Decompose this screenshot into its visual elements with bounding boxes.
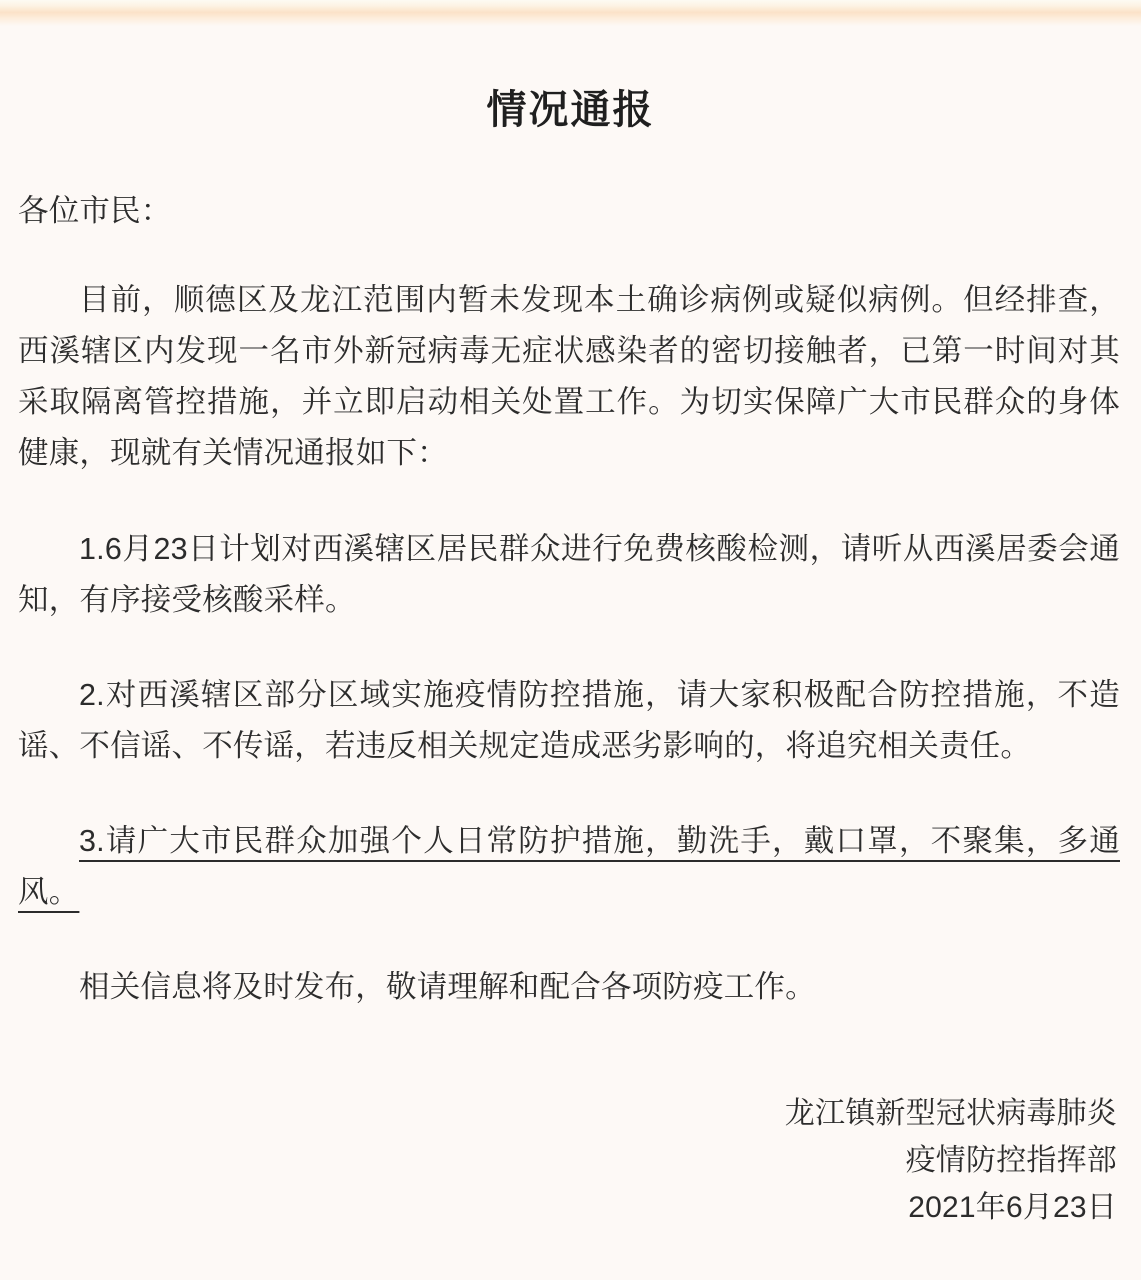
top-decorative-band (0, 0, 1141, 26)
paragraph-item-2: 2.对西溪辖区部分区域实施疫情防控措施，请大家积极配合防控措施，不造谣、不信谣、不传谣，若违反相关规定造成恶劣影响的，将追究相关责任。 (18, 678, 1120, 763)
salutation-line: 各位市民： (18, 194, 172, 228)
signature-organization-line-2: 疫情防控指挥部 (905, 1144, 1117, 1177)
signature-block (697, 1090, 1117, 1231)
notice-body (18, 186, 1120, 1013)
signature-organization-line-1: 龙江镇新型冠状病毒肺炎 (784, 1097, 1117, 1130)
paragraph-item-1: 1.6月23日计划对西溪辖区居民群众进行免费核酸检测，请听从西溪居委会通知，有序接受核酸采样。 (18, 532, 1120, 617)
paragraph-closing: 相关信息将及时发布，敬请理解和配合各项防疫工作。 (79, 970, 816, 1004)
signature-date: 2021年6月23日 (908, 1191, 1117, 1224)
paragraph-intro: 目前，顺德区及龙江范围内暂未发现本土确诊病例或疑似病例。但经排查，西溪辖区内发现一名市外新冠病毒无症状感染者的密切接触者，已第一时间对其采取隔离管控措施，并立即启动相关处置工作。为切实保障广大市民群众的身体健康，现就有关情况通报如下： (18, 283, 1120, 470)
page-title: 情况通报 (486, 88, 655, 132)
paragraph-item-3: 3.请广大市民群众加强个人日常防护措施，勤洗手，戴口罩，不聚集，多通风。 (18, 824, 1120, 909)
notice-page (0, 26, 1141, 1280)
